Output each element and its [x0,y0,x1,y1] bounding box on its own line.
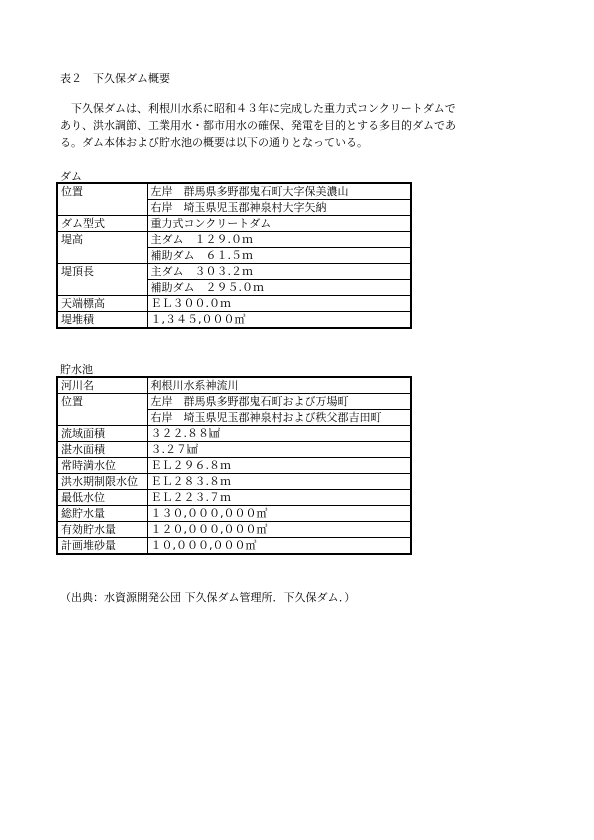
reservoir-value-cell: ＥＬ２９６.８ｍ [147,458,411,474]
reservoir-label-cell: 流域面積 [57,426,147,442]
reservoir-row [57,522,411,538]
dam-value-cell: 左岸 群馬県多野郡鬼石町大字保美濃山 [147,183,411,200]
dam-table [56,182,412,329]
dam-value-cell: 右岸 埼玉県児玉郡神泉村大字矢納 [147,200,411,216]
dam-label-cell: 堤堆積 [57,312,147,329]
dam-row [57,264,411,280]
reservoir-table-body [57,377,411,554]
reservoir-row [57,506,411,522]
dam-value-cell: 補助ダム ６１.５ｍ [147,248,411,264]
reservoir-table [56,376,412,555]
reservoir-label-cell: 湛水面積 [57,442,147,458]
reservoir-label-cell: 有効貯水量 [57,522,147,538]
reservoir-value-cell: ３.２７㎢ [147,442,411,458]
reservoir-table-heading: 貯水池 [60,363,93,376]
dam-row [57,216,411,232]
reservoir-row [57,490,411,506]
reservoir-value-cell: 右岸 埼玉県児玉郡神泉村および秩父郡吉田町 [147,410,411,426]
reservoir-row [57,426,411,442]
reservoir-row [57,377,411,394]
dam-value-cell: 主ダム １２９.０ｍ [147,232,411,248]
intro-paragraph [60,100,456,151]
reservoir-row [57,442,411,458]
dam-label-cell: 堤頂長 [57,264,147,296]
reservoir-label-cell: 総貯水量 [57,506,147,522]
reservoir-row [57,538,411,555]
reservoir-label-cell: 位置 [57,394,147,426]
dam-value-cell: 重力式コンクリートダム [147,216,411,232]
reservoir-row [57,474,411,490]
dam-row [57,296,411,312]
reservoir-value-cell: ＥＬ２２３.７ｍ [147,490,411,506]
dam-row [57,312,411,329]
reservoir-label-cell: 洪水期制限水位 [57,474,147,490]
intro-line: る。ダム本体および貯水池の概要は以下の通りとなっている。 [60,136,368,149]
reservoir-value-cell: １３０,０００,０００㎥ [147,506,411,522]
dam-row [57,232,411,248]
dam-label-cell: ダム型式 [57,216,147,232]
reservoir-label-cell: 常時満水位 [57,458,147,474]
reservoir-value-cell: 利根川水系神流川 [147,377,411,394]
reservoir-label-cell: 河川名 [57,377,147,394]
dam-label-cell: 堤高 [57,232,147,264]
dam-value-cell: 補助ダム ２９５.０ｍ [147,280,411,296]
reservoir-value-cell: ＥＬ２８３.８ｍ [147,474,411,490]
reservoir-value-cell: 左岸 群馬県多野郡鬼石町および万場町 [147,394,411,410]
dam-label-cell: 天端標高 [57,296,147,312]
reservoir-value-cell: １０,０００,０００㎥ [147,538,411,555]
reservoir-label-cell: 計画堆砂量 [57,538,147,555]
source-citation: （出典：水資源開発公団 下久保ダム管理所．下久保ダム．） [60,591,356,604]
dam-value-cell: １,３４５,０００㎥ [147,312,411,329]
reservoir-row [57,458,411,474]
reservoir-label-cell: 最低水位 [57,490,147,506]
reservoir-value-cell: ３２２.８８㎢ [147,426,411,442]
intro-line: あり、洪水調節、工業用水・都市用水の確保、発電を目的とする多目的ダムであ [60,119,456,132]
dam-table-body [57,183,411,328]
dam-table-heading: ダム [60,170,82,183]
document-title: 表２ 下久保ダム概要 [60,72,170,85]
dam-value-cell: ＥＬ３００.０ｍ [147,296,411,312]
dam-label-cell: 位置 [57,183,147,216]
dam-row [57,183,411,200]
dam-value-cell: 主ダム ３０３.２ｍ [147,264,411,280]
reservoir-value-cell: １２０,０００,０００㎥ [147,522,411,538]
intro-line: 下久保ダムは、利根川水系に昭和４３年に完成した重力式コンクリートダムで [60,102,456,115]
reservoir-row [57,394,411,410]
